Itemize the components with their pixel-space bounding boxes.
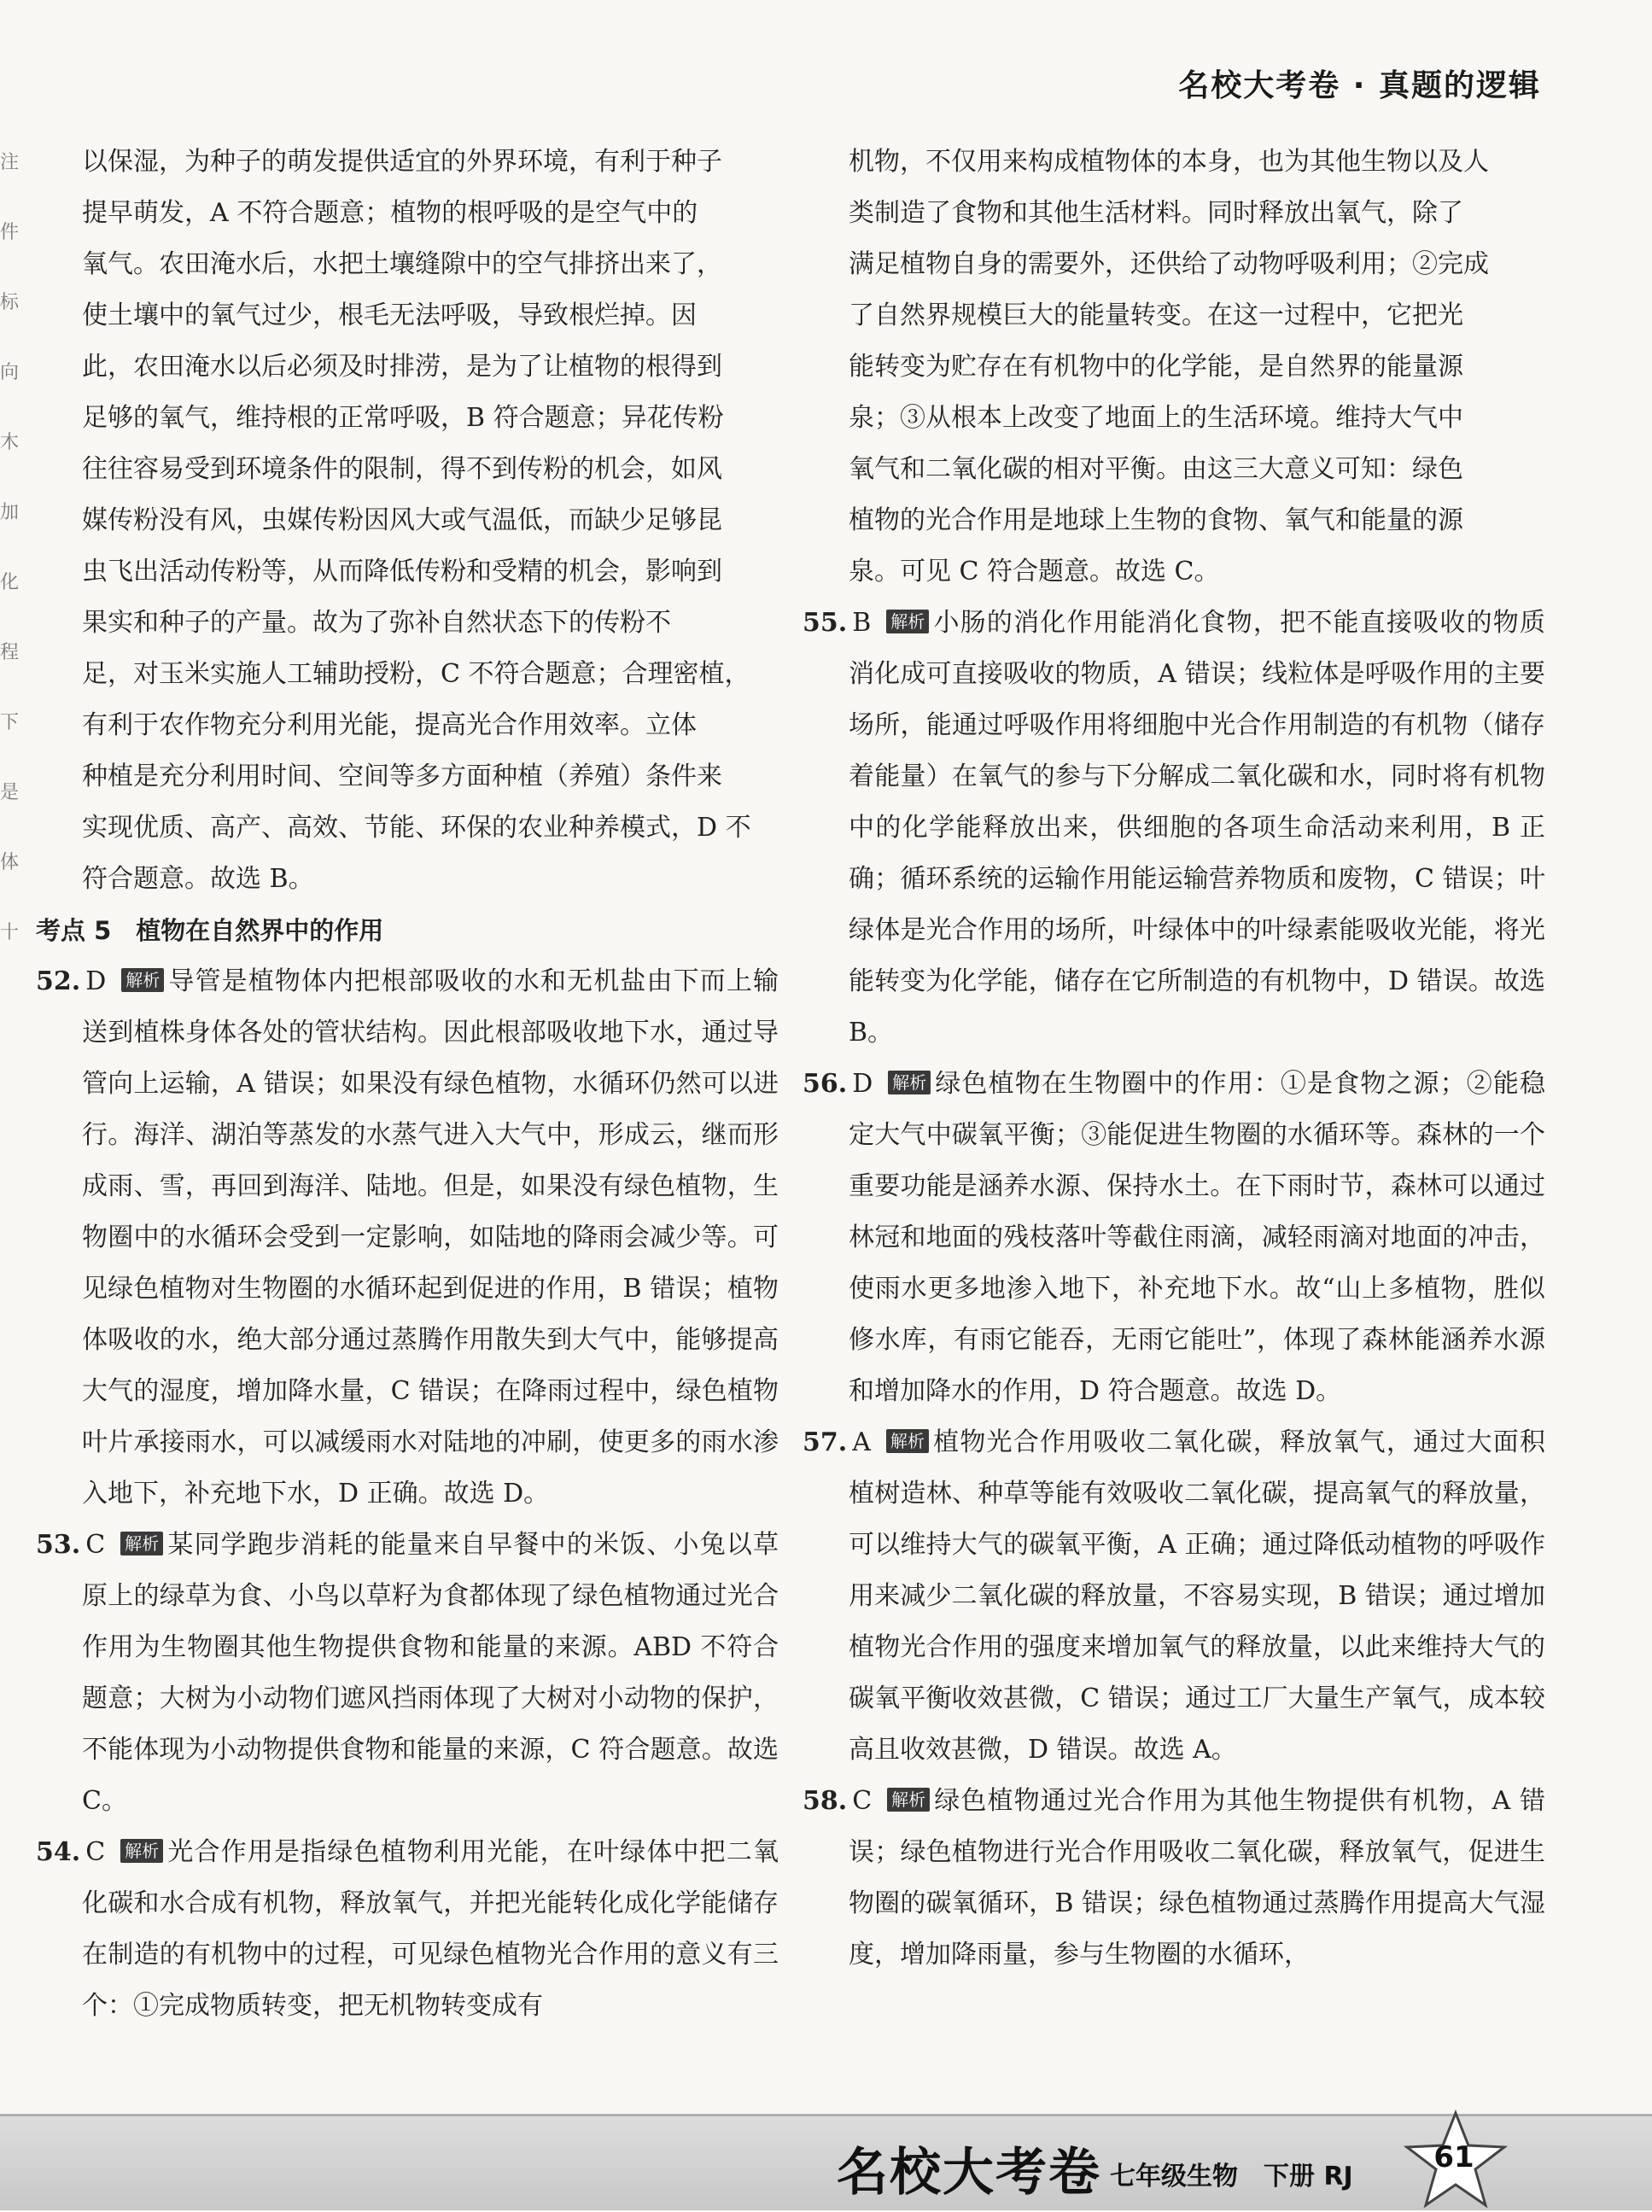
footer-bar: [0, 2114, 1652, 2210]
text-line: 机物，不仅用来构成植物体的本身，也为其他生物以及人: [849, 147, 1489, 177]
text-line: 往往容易受到环境条件的限制，得不到传粉的机会，如风: [82, 454, 722, 484]
analysis-tag: 解析: [120, 1839, 163, 1863]
text-line: 了自然界规模巨大的能量转变。在这一过程中，它把光: [849, 301, 1463, 330]
left-intro: [36, 137, 779, 905]
answer-letter: B: [852, 608, 872, 638]
question-number: 57.: [803, 1427, 848, 1457]
question-number: 58.: [803, 1786, 848, 1816]
answer-entry: [36, 1520, 779, 1827]
answer-letter: A: [852, 1427, 871, 1457]
analysis-text: 绿色植物通过光合作用为其他生物提供有机物，A 错误；绿色植物进行光合作用吸收二氧化碳，释放氧气，促进生物圈的碳氧循环，B 错误；绿色植物通过蒸腾作用提高大气湿度，增加降雨量，参与生物圈的水循环，: [849, 1786, 1545, 1970]
answer-letter: D: [852, 1069, 873, 1099]
text-line: 实现优质、高产、高效、节能、环保的农业种养模式，D 不: [82, 813, 751, 843]
margin-fragment: 木: [0, 432, 20, 453]
left-entries: [36, 956, 779, 2032]
margin-fragment: 下: [0, 712, 20, 733]
margin-fragment: 化: [0, 572, 20, 593]
analysis-text: 光合作用是指绿色植物利用光能，在叶绿体中把二氧化碳和水合成有机物，释放氧气，并把光能转化成化学能储存在制造的有机物中的过程，可见绿色植物光合作用的意义有三个：①完成物质转变，把无机物转变成有: [82, 1837, 779, 2021]
page-number: 61: [1433, 2140, 1474, 2174]
text-line: 类制造了食物和其他生活材料。同时释放出氧气，除了: [849, 198, 1463, 228]
margin-fragment: 体: [0, 852, 20, 873]
right-column: [803, 137, 1545, 1981]
left-column: [36, 137, 779, 2032]
question-number: 52.: [36, 966, 81, 996]
footer-subtitle: 七年级生物 下册 RJ: [1110, 2162, 1353, 2192]
analysis-tag: 解析: [886, 1429, 929, 1453]
question-number: 53.: [36, 1530, 81, 1560]
text-line: 果实和种子的产量。故为了弥补自然状态下的传粉不: [82, 608, 671, 638]
analysis-tag: 解析: [120, 1532, 163, 1555]
margin-fragment: 件: [0, 222, 20, 243]
text-line: 氧气和二氧化碳的相对平衡。由这三大意义可知：绿色: [849, 454, 1463, 484]
footer-brand: 名校大考卷: [837, 2143, 1101, 2203]
analysis-text: 绿色植物在生物圈中的作用：①是食物之源；②能稳定大气中碳氧平衡；③能促进生物圈的水循环等。森林的一个重要功能是涵养水源、保持水土。在下雨时节，森林可以通过林冠和地面的残枝落叶等截住雨滴，减轻雨滴对地面的冲击，使雨水更多地渗入地下，补充地下水。故“山上多植物，胜似修水库，有雨它能吞，无雨它能吐”，体现了森林能涵养水源和增加降水的作用，D 符合题意。故选 D。: [849, 1069, 1545, 1406]
answer-entry: [803, 1776, 1545, 1981]
answer-letter: C: [85, 1837, 106, 1867]
analysis-tag: 解析: [121, 968, 164, 992]
analysis-tag: 解析: [887, 1788, 930, 1812]
answer-entry: [803, 1059, 1545, 1417]
right-entries: [803, 598, 1545, 1981]
text-line: 有利于农作物充分利用光能，提高光合作用效率。立体: [82, 710, 697, 740]
text-line: 能转变为贮存在有机物中的化学能，是自然界的能量源: [849, 352, 1463, 382]
text-line: 满足植物自身的需要外，还供给了动物呼吸利用；②完成: [849, 249, 1489, 279]
text-line: 以保湿，为种子的萌发提供适宜的外界环境，有利于种子: [82, 147, 722, 177]
analysis-tag: 解析: [888, 1071, 931, 1094]
header-title: 名校大考卷 · 真题的逻辑: [1178, 68, 1541, 103]
margin-fragment: 程: [0, 642, 20, 663]
margin-fragment: 十: [0, 922, 20, 943]
text-line: 足够的氧气，维持根的正常呼吸，B 符合题意；异花传粉: [82, 403, 724, 433]
answer-entry: [36, 1827, 779, 2032]
question-number: 54.: [36, 1837, 81, 1867]
text-line: 氧气。农田淹水后，水把土壤缝隙中的空气排挤出来了，: [82, 249, 722, 279]
text-line: 使土壤中的氧气过少，根毛无法呼吸，导致根烂掉。因: [82, 301, 697, 330]
section-heading: 考点 5 植物在自然界中的作用: [36, 916, 384, 945]
analysis-text: 导管是植物体内把根部吸收的水和无机盐由下而上输送到植株身体各处的管状结构。因此根部吸收地下水，通过导管向上运输，A 错误；如果没有绿色植物，水循环仍然可以进行。海洋、湖泊等蒸发的水蒸气进入大气中，形成云，继而形成雨、雪，再回到海洋、陆地。但是，如果没有绿色植物，生物圈中的水循环会受到一定影响，如陆地的降雨会减少等。可见绿色植物对生物圈的水循环起到促进的作用，B 错误；植物体吸收的水，绝大部分通过蒸腾作用散失到大气中，能够提高大气的湿度，增加降水量，C 错误；在降雨过程中，绿色植物叶片承接雨水，可以减缓雨水对陆地的冲刷，使更多的雨水渗入地下，补充地下水，D 正确。故选 D。: [82, 966, 779, 1509]
answer-entry: [803, 1417, 1545, 1776]
text-line: 符合题意。故选 B。: [82, 864, 314, 894]
answer-entry: [36, 956, 779, 1520]
answer-letter: C: [852, 1786, 873, 1816]
margin-fragments: [0, 128, 20, 1750]
margin-fragment: 注: [0, 152, 20, 173]
analysis-tag: 解析: [886, 610, 929, 633]
text-line: 足，对玉米实施人工辅助授粉，C 不符合题意；合理密植，: [82, 659, 750, 689]
margin-fragment: 标: [0, 292, 20, 313]
text-line: 植物的光合作用是地球上生物的食物、氧气和能量的源: [849, 505, 1463, 535]
answer-letter: C: [85, 1530, 106, 1560]
text-line: 种植是充分利用时间、空间等多方面种植（养殖）条件来: [82, 762, 722, 791]
analysis-text: 某同学跑步消耗的能量来自早餐中的米饭、小兔以草原上的绿草为食、小鸟以草籽为食都体现了绿色植物通过光合作用为生物圈其他生物提供食物和能量的来源。ABD 不符合题意；大树为小动物们遮风挡雨体现了大树对小动物的保护，不能体现为小动物提供食物和能量的来源，C 符合题意。故选 C。: [82, 1530, 779, 1816]
analysis-text: 植物光合作用吸收二氧化碳，释放氧气，通过大面积植树造林、种草等能有效吸收二氧化碳，提高氧气的释放量，可以维持大气的碳氧平衡，A 正确；通过降低动植物的呼吸作用来减少二氧化碳的释放量，不容易实现，B 错误；通过增加植物光合作用的强度来增加氧气的释放量，以此来维持大气的碳氧平衡收效甚微，C 错误；通过工厂大量生产氧气，成本较高且收效甚微，D 错误。故选 A。: [849, 1427, 1545, 1765]
question-number: 56.: [803, 1069, 848, 1099]
text-line: 泉；③从根本上改变了地面上的生活环境。维持大气中: [849, 403, 1463, 433]
text-line: 媒传粉没有风，虫媒传粉因风大或气温低，而缺少足够昆: [82, 505, 722, 535]
answer-entry: [803, 598, 1545, 1059]
answer-letter: D: [85, 966, 107, 996]
margin-fragment: 是: [0, 782, 20, 803]
text-line: 泉。可见 C 符合题意。故选 C。: [849, 557, 1220, 587]
analysis-text: 小肠的消化作用能消化食物，把不能直接吸收的物质消化成可直接吸收的物质，A 错误；线粒体是呼吸作用的主要场所，能通过呼吸作用将细胞中光合作用制造的有机物（储存着能量）在氧气的参与下分解成二氧化碳和水，同时将有机物中的化学能释放出来，供细胞的各项生命活动来利用，B 正确；循环系统的运输作用能运输营养物质和废物，C 错误；叶绿体是光合作用的场所，叶绿体中的叶绿素能吸收光能，将光能转变为化学能，储存在它所制造的有机物中，D 错误。故选 B。: [849, 608, 1545, 1048]
text-line: 虫飞出活动传粉等，从而降低传粉和受精的机会，影响到: [82, 557, 722, 587]
right-continuation: [803, 137, 1545, 598]
question-number: 55.: [803, 608, 848, 638]
text-line: 此，农田淹水以后必须及时排涝，是为了让植物的根得到: [82, 352, 722, 382]
margin-fragment: 加: [0, 502, 20, 523]
margin-fragment: 向: [0, 362, 20, 383]
text-line: 提早萌发，A 不符合题意；植物的根呼吸的是空气中的: [82, 198, 698, 228]
